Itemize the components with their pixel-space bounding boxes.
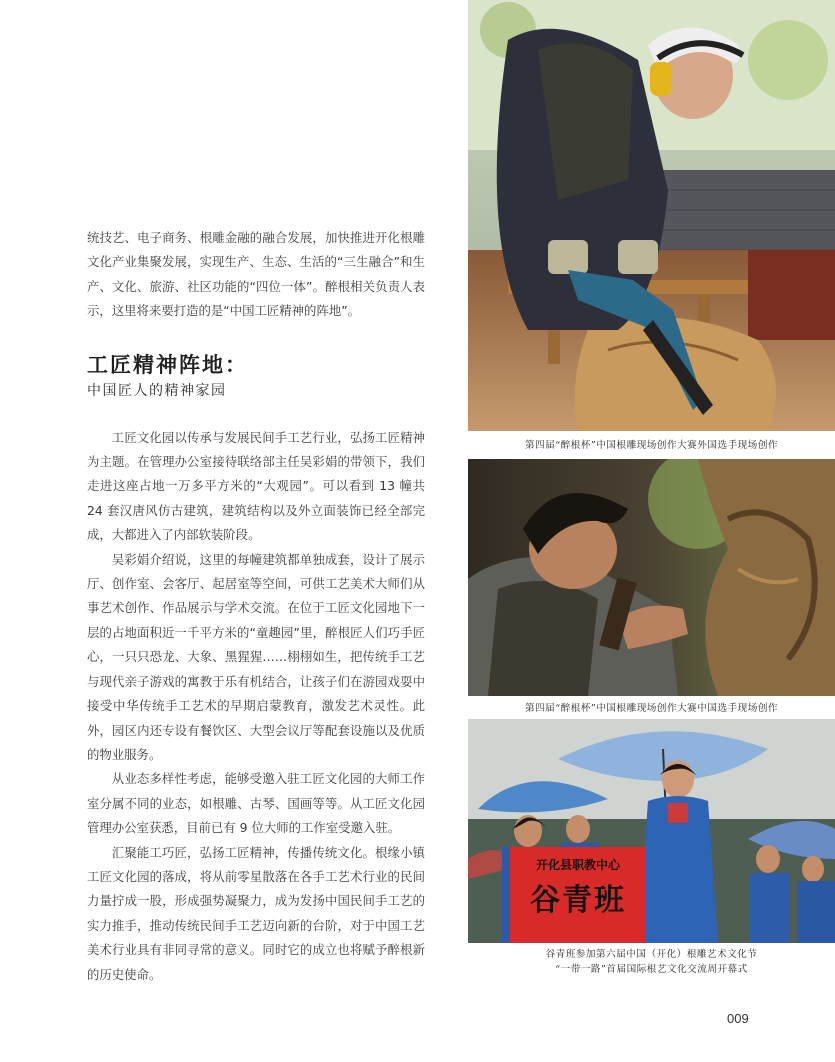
photo-students — [468, 719, 835, 943]
photo-chinese-carver-caption: 第四届“醉根杯”中国根雕现场创作大赛中国选手现场创作 — [524, 703, 779, 714]
body-paragraph-1: 工匠文化园以传承与发展民间手工艺行业，弘扬工匠精神为主题。在管理办公室接待联络部主任吴彩娟的带领下，我们走进这座占地一万多平方米的“大观园”。可以看到 13 幢共 24 套汉唐风仿古建筑，建筑结构以及外立面装饰已经全部完成，大都进入了内部软装阶段。 — [87, 429, 425, 543]
section-title: 工匠精神阵地： — [87, 351, 248, 377]
article-column — [87, 226, 425, 987]
body-paragraph-4: 汇聚能工巧匠，弘扬工匠精神，传播传统文化。根缘小镇工匠文化园的落成，将从前零星散落在各手工艺术行业的民间力量拧成一股，形成强势凝聚力，成为发扬中国民间手工艺的实力推手，推动传统民间手工艺迈向新的台阶，对于中国工艺美术行业具有非同寻常的意义。同时它的成立也将赋予醉根新的历史使命。 — [87, 844, 425, 982]
photo-students-caption — [468, 947, 835, 977]
photo-students-caption-line1: 谷青班参加第六届中国（开化）根雕艺术文化节 — [545, 949, 758, 960]
photo-chinese-carver-image — [468, 459, 835, 696]
section-heading — [87, 350, 425, 402]
class-sign-line2: 谷青班 — [530, 883, 626, 918]
photo-foreign-carver-image — [468, 0, 835, 431]
photo-chinese-carver — [468, 459, 835, 696]
section-subtitle: 中国匠人的精神家园 — [87, 382, 227, 399]
page-number: 009 — [727, 1011, 749, 1026]
class-sign-line1: 开化县职教中心 — [535, 858, 620, 872]
body-paragraph-2: 吴彩娟介绍说，这里的每幢建筑都单独成套，设计了展示厅、创作室、会客厅、起居室等空间，可供工艺美术大师们从事艺术创作、作品展示与学术交流。在位于工匠文化园地下一层的占地面积近一千平方米的“童趣园”里，醉根匠人们巧手匠心，一只只恐龙、大象、黑猩猩……栩栩如生，把传统手工艺与现代亲子游戏的寓教于乐有机结合，让孩子们在游园戏耍中接受中华传统手工艺术的早期启蒙教育，激发艺术灵性。此外，园区内还专设有餐饮区、大型会议厅等配套设施以及优质的物业服务。 — [87, 551, 425, 762]
intro-paragraph: 统技艺、电子商务、根雕金融的融合发展，加快推进开化根雕文化产业集聚发展，实现生产、生态、生活的“三生融合”和生产、文化、旅游、社区功能的“四位一体”。醉根相关负责人表示，这里将来要打造的是“中国工匠精神的阵地”。 — [87, 230, 425, 319]
photo-students-caption-line2: “一带一路”首届国际根艺文化交流周开幕式 — [555, 964, 748, 975]
class-sign — [510, 847, 646, 943]
photo-foreign-carver-caption: 第四届“醉根杯”中国根雕现场创作大赛外国选手现场创作 — [524, 440, 779, 451]
photo-foreign-carver — [468, 0, 835, 431]
body-paragraph-3: 从业态多样性考虑，能够受邀入驻工匠文化园的大师工作室分属不同的业态，如根雕、古琴、国画等等。从工匠文化园管理办公室获悉，目前已有 9 位大师的工作室受邀入驻。 — [87, 771, 425, 836]
